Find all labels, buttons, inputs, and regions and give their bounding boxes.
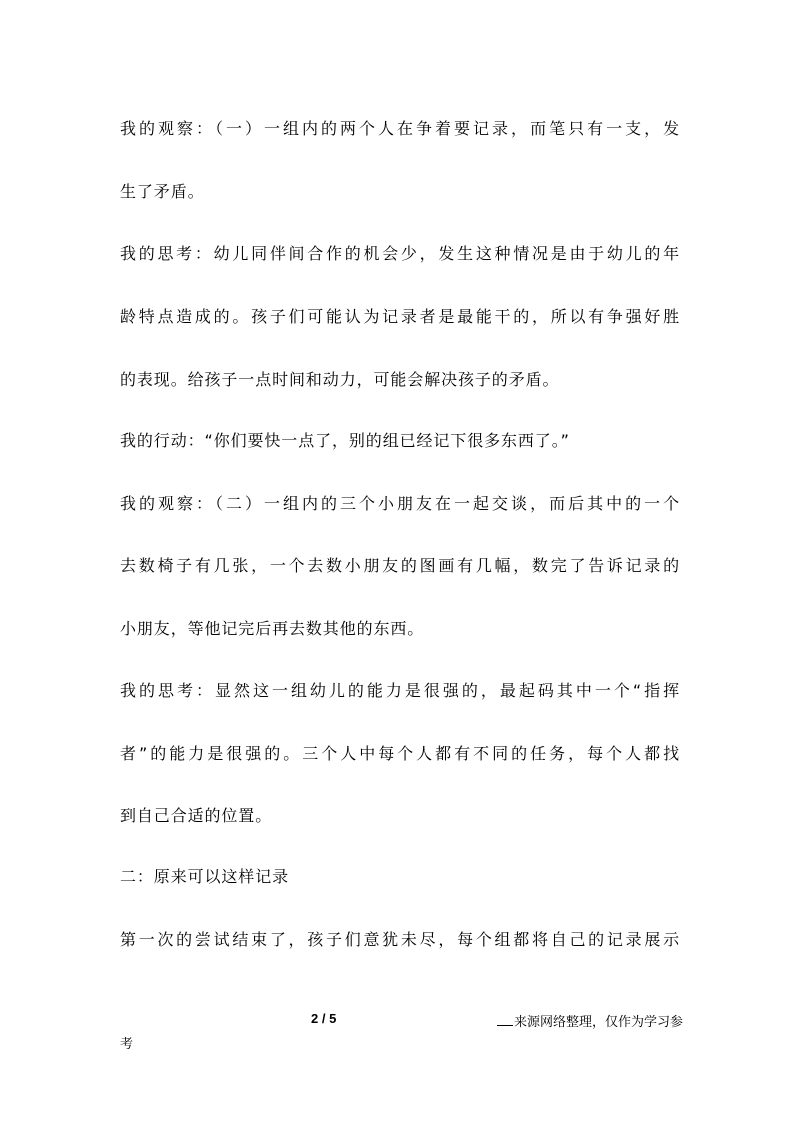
- section-heading: 二：原来可以这样记录: [120, 867, 290, 886]
- body-line-8: 去数椅子有几张，一个去数小朋友的图画有几幅，数完了告诉记录的: [120, 556, 680, 575]
- footer-underline: [497, 1014, 513, 1026]
- footer-note: [497, 1011, 683, 1030]
- body-line-6: 我的行动：“你们要快一点了，别的组已经记下很多东西了。”: [120, 431, 570, 450]
- body-line-10: 我的思考：显然这一组幼儿的能力是很强的，最起码其中一个“指挥: [120, 681, 680, 700]
- body-line-1: 我的观察：（一）一组内的两个人在争着要记录，而笔只有一支，发: [120, 119, 680, 138]
- body-line-14: 第一次的尝试结束了，孩子们意犹未尽，每个组都将自己的记录展示: [120, 930, 680, 949]
- body-line-11: 者”的能力是很强的。三个人中每个人都有不同的任务，每个人都找: [120, 744, 680, 763]
- body-line-12: 到自己合适的位置。: [120, 806, 273, 825]
- body-line-7: 我的观察：（二）一组内的三个小朋友在一起交谈，而后其中的一个: [120, 494, 680, 513]
- body-line-2: 生了矛盾。: [120, 182, 205, 201]
- page-number: 2 / 5: [311, 1011, 337, 1026]
- body-line-4: 龄特点造成的。孩子们可能认为记录者是最能干的，所以有争强好胜: [120, 307, 680, 326]
- body-line-3: 我的思考：幼儿同伴间合作的机会少，发生这种情况是由于幼儿的年: [120, 244, 680, 263]
- footer-note-wrap: 考: [120, 1037, 134, 1052]
- body-line-9: 小朋友，等他记完后再去数其他的东西。: [120, 619, 425, 638]
- body-line-5: 的表现。给孩子一点时间和动力，可能会解决孩子的矛盾。: [120, 370, 560, 389]
- footer-note-text: 来源网络整理，仅作为学习参: [514, 1015, 684, 1030]
